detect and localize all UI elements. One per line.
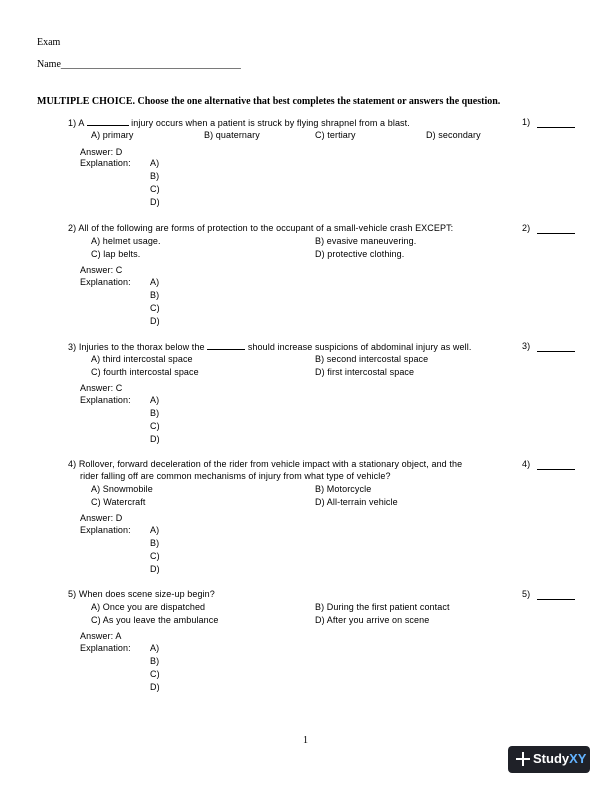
option-c: C) Watercraft xyxy=(91,497,146,507)
option-d: D) All-terrain vehicle xyxy=(315,497,398,507)
explanation-item: B) xyxy=(150,656,160,666)
option-c: C) fourth intercostal space xyxy=(91,367,199,377)
question-stem: 5) When does scene size-up begin? xyxy=(68,589,215,599)
answer-blank xyxy=(537,599,575,600)
option-d: D) first intercostal space xyxy=(315,367,415,377)
name-label: Name xyxy=(37,59,61,70)
explanation-item: A) xyxy=(150,525,160,535)
explanation-item: B) xyxy=(150,171,160,181)
answer-number: 3) xyxy=(522,341,531,351)
explanation-item: C) xyxy=(150,184,160,194)
fill-blank xyxy=(87,117,129,126)
option-d: D) secondary xyxy=(426,130,481,140)
exam-label: Exam xyxy=(37,37,61,48)
explanation-item: D) xyxy=(150,564,160,574)
option-b: B) evasive maneuvering. xyxy=(315,236,417,246)
name-line: ____________________________________ xyxy=(60,59,241,70)
name-field xyxy=(37,59,241,70)
question-stem: 3) Injuries to the thorax below the should increase suspicions of abdominal injury as well. xyxy=(68,342,472,352)
option-a: A) third intercostal space xyxy=(91,354,193,364)
question-stem-line1: 4) Rollover, forward deceleration of the rider from vehicle impact with a stationary object, and the xyxy=(68,459,463,469)
answer-blank xyxy=(537,469,575,470)
answer-blank xyxy=(537,233,575,234)
option-b: B) second intercostal space xyxy=(315,354,429,364)
explanation-item: C) xyxy=(150,669,160,679)
explanation-item: D) xyxy=(150,682,160,692)
option-b: B) quaternary xyxy=(204,130,260,140)
explanation-label: Explanation: xyxy=(80,277,131,287)
explanation-item: C) xyxy=(150,421,160,431)
explanation-label: Explanation: xyxy=(80,643,131,653)
answer-text: Answer: D xyxy=(80,513,123,523)
logo-text: StudyXY xyxy=(533,751,587,766)
explanation-item: A) xyxy=(150,158,160,168)
studyxy-logo[interactable] xyxy=(508,746,590,773)
answer-text: Answer: A xyxy=(80,631,122,641)
explanation-label: Explanation: xyxy=(80,525,131,535)
answer-text: Answer: C xyxy=(80,383,123,393)
option-c: C) lap belts. xyxy=(91,249,141,259)
explanation-item: C) xyxy=(150,551,160,561)
answer-number: 1) xyxy=(522,117,531,127)
explanation-item: D) xyxy=(150,434,160,444)
explanation-item: B) xyxy=(150,408,160,418)
option-c: C) As you leave the ambulance xyxy=(91,615,219,625)
explanation-item: A) xyxy=(150,643,160,653)
explanation-item: B) xyxy=(150,290,160,300)
option-a: A) primary xyxy=(91,130,134,140)
answer-blank xyxy=(537,127,575,128)
explanation-item: A) xyxy=(150,395,160,405)
option-d: D) After you arrive on scene xyxy=(315,615,430,625)
question-stem: 1) A injury occurs when a patient is struck by flying shrapnel from a blast. xyxy=(68,118,410,128)
option-b: B) During the first patient contact xyxy=(315,602,450,612)
fill-blank xyxy=(207,341,245,350)
answer-number: 2) xyxy=(522,223,531,233)
answer-blank xyxy=(537,351,575,352)
explanation-label: Explanation: xyxy=(80,158,131,168)
option-d: D) protective clothing. xyxy=(315,249,405,259)
plus-icon xyxy=(516,752,530,766)
answer-number: 5) xyxy=(522,589,531,599)
option-b: B) Motorcycle xyxy=(315,484,372,494)
question-stem-line2: rider falling off are common mechanisms of injury from what type of vehicle? xyxy=(80,471,391,481)
option-a: A) Once you are dispatched xyxy=(91,602,206,612)
answer-number: 4) xyxy=(522,459,531,469)
explanation-label: Explanation: xyxy=(80,395,131,405)
option-c: C) tertiary xyxy=(315,130,356,140)
explanation-item: C) xyxy=(150,303,160,313)
question-stem: 2) All of the following are forms of protection to the occupant of a small-vehicle crash EXCEPT: xyxy=(68,223,454,233)
explanation-item: D) xyxy=(150,316,160,326)
explanation-item: A) xyxy=(150,277,160,287)
option-a: A) helmet usage. xyxy=(91,236,161,246)
answer-text: Answer: C xyxy=(80,265,123,275)
explanation-item: D) xyxy=(150,197,160,207)
option-a: A) Snowmobile xyxy=(91,484,153,494)
answer-text: Answer: D xyxy=(80,147,123,157)
page-number: 1 xyxy=(303,735,308,746)
explanation-item: B) xyxy=(150,538,160,548)
instructions: MULTIPLE CHOICE. Choose the one alternative that best completes the statement or answers the question. xyxy=(37,96,501,107)
